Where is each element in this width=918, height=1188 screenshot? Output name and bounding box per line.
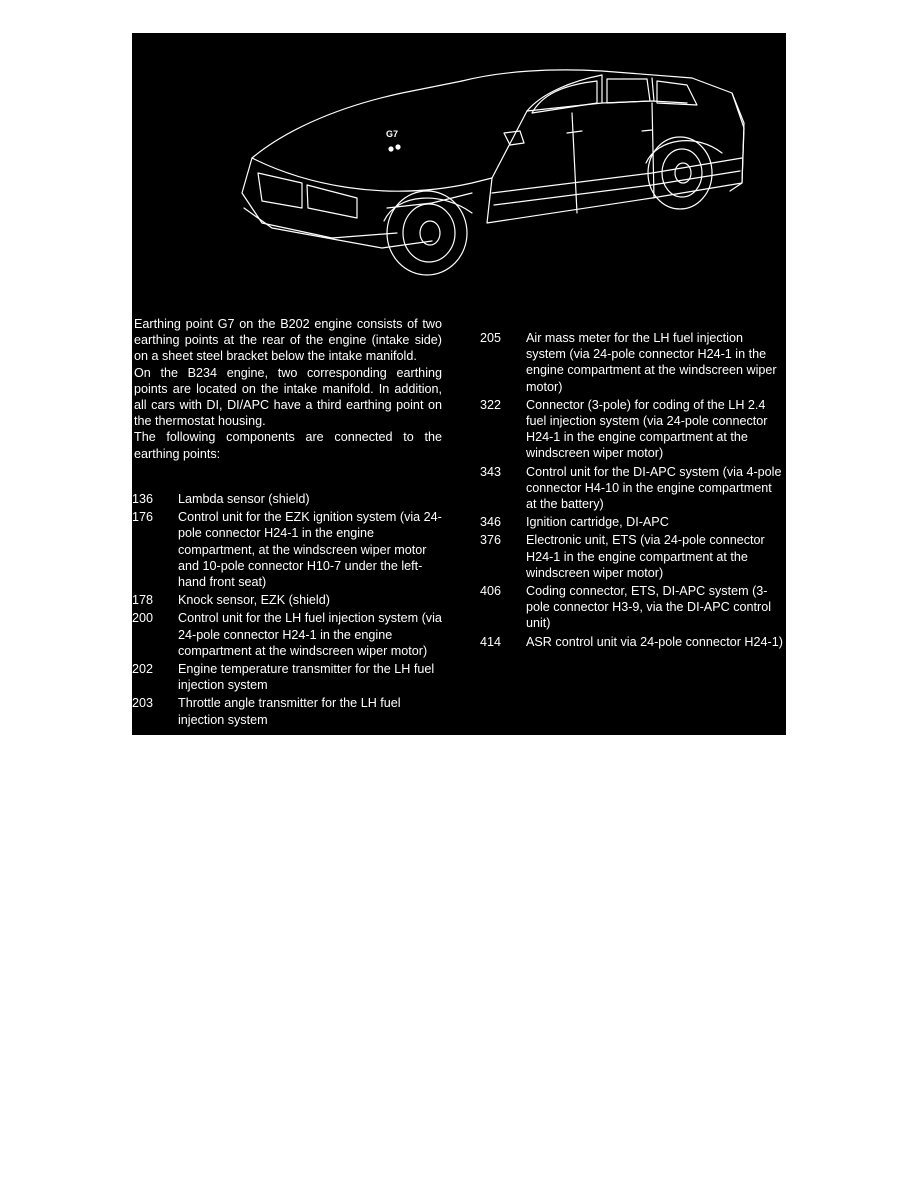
list-item — [480, 514, 785, 530]
component-description: ASR control unit via 24-pole connector H24-1) — [526, 634, 783, 649]
component-list-right — [480, 330, 785, 652]
component-description: Lambda sensor (shield) — [178, 492, 310, 506]
component-number: 202 — [132, 662, 154, 677]
component-description: Throttle angle transmitter for the LH fuel injection system — [178, 696, 401, 727]
component-number: 176 — [132, 510, 154, 525]
list-item — [480, 464, 785, 513]
component-number: 406 — [480, 584, 502, 599]
list-item — [480, 583, 785, 632]
list-item — [132, 661, 442, 693]
list-item — [480, 330, 785, 395]
list-item — [132, 491, 442, 507]
component-description: Control unit for the LH fuel injection system (via 24-pole connector H24-1 in the engine compartment at the windscreen wiper motor) — [178, 611, 442, 658]
component-description: Ignition cartridge, DI-APC — [526, 515, 669, 530]
component-description: Connector (3-pole) for coding of the LH 2.4 fuel injection system (via 24-pole connector H24-1 in the engine compartment at the windscreen wiper motor) — [526, 397, 768, 461]
car-illustration — [132, 33, 786, 313]
component-number: 414 — [480, 634, 502, 649]
list-item — [480, 397, 785, 462]
component-number: 205 — [480, 331, 502, 345]
component-number: 376 — [480, 533, 502, 548]
list-item — [132, 695, 442, 727]
component-description: Electronic unit, ETS (via 24-pole connector H24-1 in the engine compartment at the windscreen wiper motor) — [526, 533, 765, 580]
list-item — [132, 592, 442, 608]
list-item — [480, 532, 785, 581]
component-number: 203 — [132, 696, 154, 711]
intro-paragraph-3: The following components are connected to the earthing points: — [134, 430, 442, 461]
component-number: 178 — [132, 593, 154, 608]
intro-text — [134, 316, 442, 462]
list-item — [132, 610, 442, 659]
document-panel — [132, 33, 786, 735]
component-number: 322 — [480, 397, 502, 412]
intro-paragraph-2: On the B234 engine, two corresponding earthing points are located on the intake manifold. In addition, all cars with DI, DI/APC have a third earthing point on the thermostat housing. — [134, 365, 442, 429]
component-description: Coding connector, ETS, DI-APC system (3- pole connector H3-9, via the DI-APC control unit) — [526, 584, 771, 631]
component-description: Control unit for the EZK ignition system (via 24-pole connector H24-1 in the engine compartment, at the windscreen wiper motor and 10-pole connector H10-7 under the left-hand front seat) — [178, 510, 442, 590]
component-number: 136 — [132, 492, 154, 506]
component-description: Control unit for the DI-APC system (via 4-pole connector H4-10 in the engine compartment at the battery) — [526, 464, 782, 512]
component-number: 343 — [480, 464, 502, 479]
component-number: 346 — [480, 515, 502, 530]
intro-paragraph-1: Earthing point G7 on the B202 engine consists of two earthing points at the rear of the engine (intake side) on a sheet steel bracket below the intake manifold. — [134, 317, 442, 364]
g7-label: G7 — [386, 129, 399, 139]
component-description: Engine temperature transmitter for the LH fuel injection system — [178, 662, 435, 693]
component-list-left — [132, 491, 442, 730]
list-item — [132, 509, 442, 590]
list-item — [480, 634, 785, 650]
component-number: 200 — [132, 611, 154, 626]
component-description: Air mass meter for the LH fuel injection system (via 24-pole connector H24-1 in the engine compartment at the windscreen wiper motor) — [526, 331, 777, 394]
component-description: Knock sensor, EZK (shield) — [178, 593, 330, 608]
